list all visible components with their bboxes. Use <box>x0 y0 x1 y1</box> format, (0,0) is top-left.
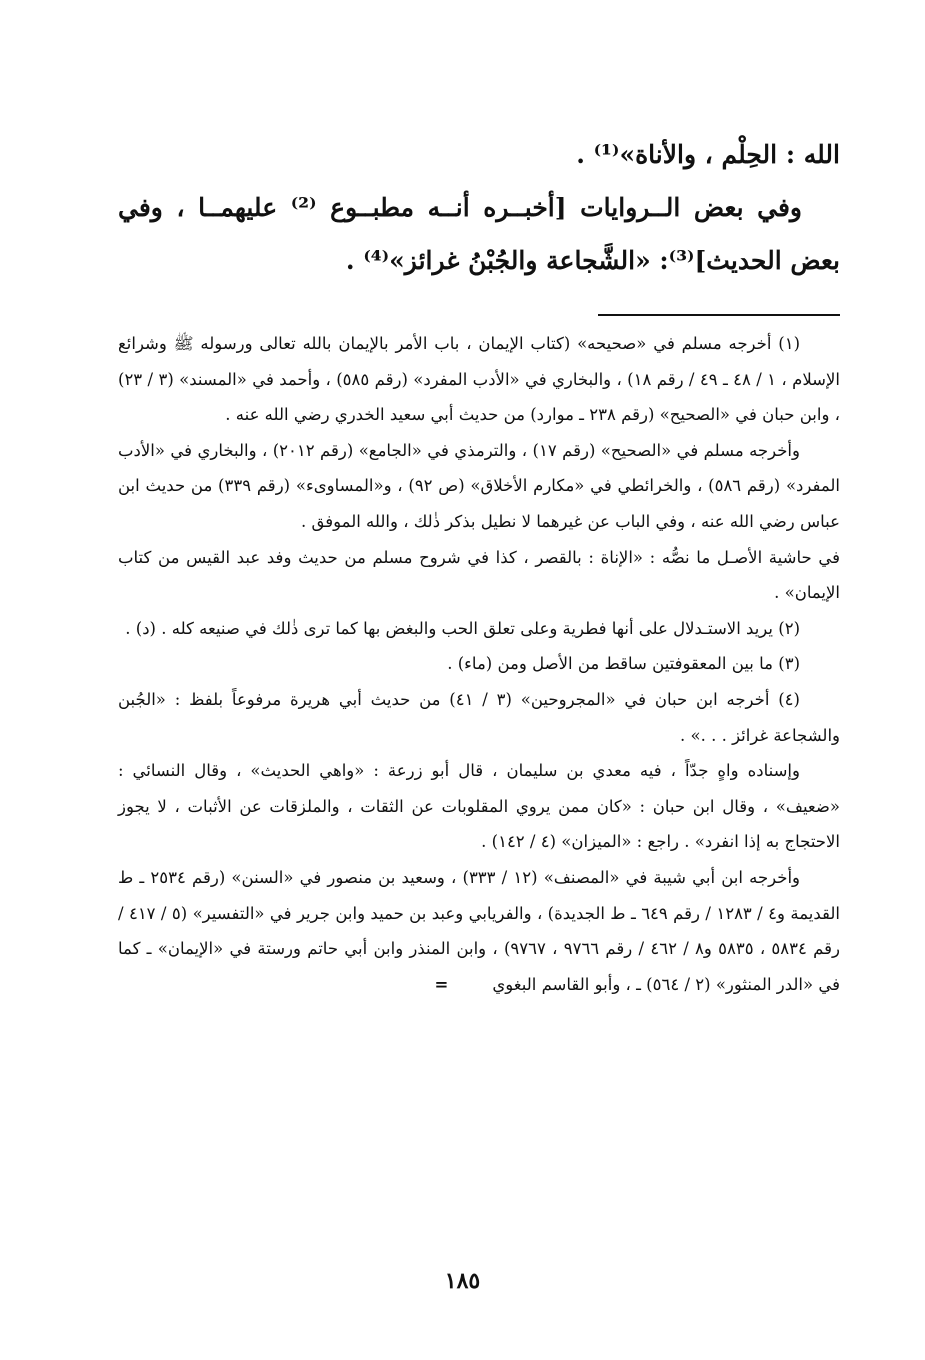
footnote-4-sources-text: وأخرجه ابن أبي شيبة في «المصنف» (١٢ / ٣٣٣) ، وسعيد بن منصور في «السنن» (رقم ٢٥٣٤ ـ ط القديمة و٤ / ١٢٨٣ / رقم ٦٤٩ ـ ط الجديدة) ، والفريابي وعبد بن حميد وابن جرير في «التفسير» (٥ / ٤١٧ / رقم ٥٨٣٤ ، ٥٨٣٥ و٨ / ٤٦٢ / رقم ٩٧٦٦ ، ٩٧٦٧) ، وابن المنذر وابن أبي حاتم ورستة في «الإيمان» ـ كما في «الدر المنثور» (٢ / ٥٦٤) ـ ، وأبو القاسم البغوي <box>118 867 840 994</box>
footnote-separator <box>598 314 840 316</box>
footnote-4: (٤) أخرجه ابن حبان في «المجروحين» (٣ / ٤١) من حديث أبي هريرة مرفوعاً بلفظ : «الجُبن والشجاعة غرائز . . .» . <box>118 689 840 745</box>
footnote-2: (٢) يريد الاستـدلال على أنها فطرية وعلى تعلق الحب والبغض بها كما ترى ذٰلك في صنيعه كله . (د) . <box>125 618 800 638</box>
footnote-1-continued: وأخرجه مسلم في «الصحيح» (رقم ١٧) ، والترمذي في «الجامع» (رقم ٢٠١٢) ، والبخاري في «الأدب المفرد» (رقم ٥٨٦) ، والخرائطي في «مكارم الأخلاق» (ص ٩٢) ، و«المساوىء» (رقم ٣٣٩) من حديث ابن عباس رضي الله عنه ، وفي الباب عن غيرهما لا نطيل بذكر ذٰلك ، والله الموفق . <box>118 440 840 531</box>
main-line-2: وفي بعض الــروايات [أخبــره أنــه مطبــوع ⁽²⁾ عليهمــا ، وفي بعض الحديث]⁽³⁾: «الشَّجاعة والجُبْنُ غرائز»⁽⁴⁾ . <box>118 193 840 275</box>
main-line-1: الله : الحِلْم ، والأناة»⁽¹⁾ . <box>576 140 840 169</box>
footnote-1: (١) أخرجه مسلم في «صحيحه» (كتاب الإيمان ، باب الأمر بالإيمان بالله تعالى ورسوله ﷺ وشرائع الإسلام ، ١ / ٤٨ ـ ٤٩ / رقم ١٨) ، والبخاري في «الأدب المفرد» (رقم ٥٨٥) ، وأحمد في «المسند» (٣ / ٢٣) ، وابن حبان في «الصحيح» (رقم ٢٣٨ ـ موارد) من حديث أبي سعيد الخدري رضي الله عنه . <box>118 334 840 425</box>
main-text <box>118 128 840 287</box>
footnote-3: (٣) ما بين المعقوفتين ساقط من الأصل ومن (ماء) . <box>447 654 800 674</box>
footnotes <box>118 326 840 1002</box>
footnote-4-sources <box>118 860 840 1002</box>
footnote-1-margin-note: في حاشية الأصـل ما نصُّه : «الإناة : بالقصر ، كذا في شروح مسلم من حديث وفد عبد القيس من كتاب الإيمان» . <box>118 547 840 603</box>
continuation-mark: = <box>434 974 449 994</box>
page-number: ١٨٥ <box>444 1268 481 1294</box>
footnote-4-isnad: وإسناده واهٍ جدّاً ، فيه معدي بن سليمان ، قال أبو زرعة : «واهي الحديث» ، وقال النسائي : «ضعيف» ، وقال ابن حبان : «كان ممن يروي المقلوبات عن الثقات ، والملزقات عن الأثبات ، لا يجوز الاحتجاج به إذا انفرد» . راجع : «الميزان» (٤ / ١٤٢) . <box>118 761 840 852</box>
